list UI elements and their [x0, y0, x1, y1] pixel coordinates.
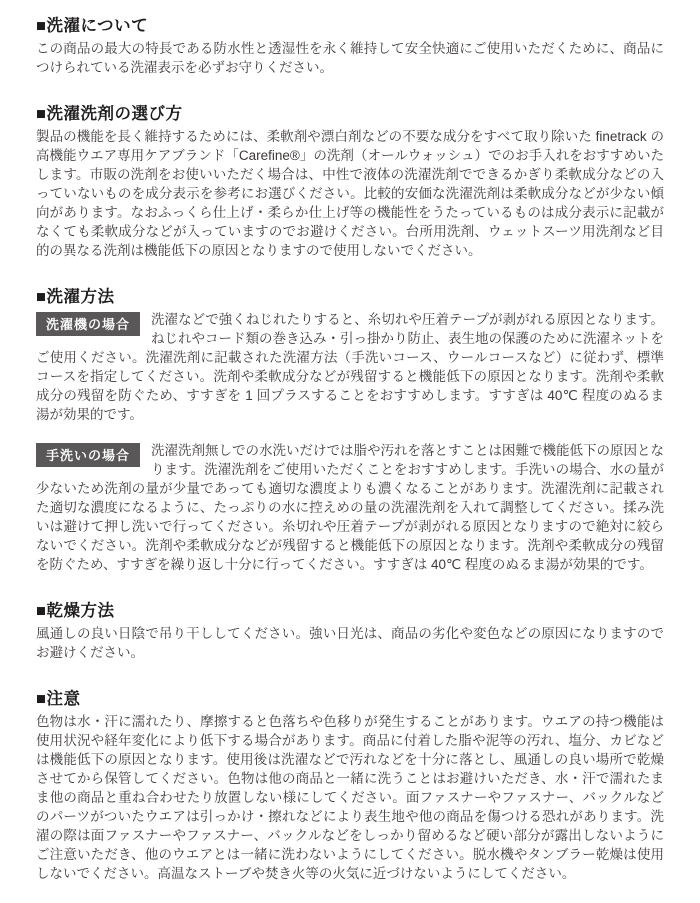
washing-method-heading: ■洗濯方法 [36, 288, 115, 306]
section-washing-method [36, 287, 664, 574]
caution-body: 色物は水・汗に濡れたり、摩擦すると色落ちや色移りが発生することがあります。ウエアの持つ機能は使用状況や経年変化により低下する場合があります。商品に付着した脂や泥等の汚れ、塩分、カビなどは機能低下の原因となります。使用後は洗濯などで汚れなどを十分に落とし、風通しの良い場所で乾燥させてから保管してください。色物は他の商品と一緒に洗うことはお避けいただき、水・汗で濡れたまま他の商品と重ね合わせたり放置しない様にしてください。面ファスナーやファスナー、バックルなどのパーツがついたウエアは引っかけ・擦れなどにより表生地や他の商品を傷つける恐れがあります。洗濯の際は面ファスナーやファスナー、バックルなどをしっかり留めるなど硬い部分が露出しないようにご注意いただき、他のウエアとは一緒に洗わないようにしてください。脱水機やタンブラー乾燥は使用しないでください。高温なストーブや焚き火等の火気に近づけないようにしてください。 [36, 714, 664, 881]
section-drying-method [36, 601, 664, 662]
about-washing-body: この商品の最大の特長である防水性と透湿性を永く維持して安全快適にご使用いただくために、商品につけられている洗濯表示を必ずお守りください。 [36, 41, 664, 75]
drying-method-body: 風通しの良い日陰で吊り干ししてください。強い日光は、商品の劣化や変色などの原因になりますのでお避けください。 [36, 626, 664, 660]
hand-wash-body: 洗濯洗剤無しでの水洗いだけでは脂や汚れを落とすことは困難で機能低下の原因となります。洗濯洗剤をご使用いただくことをおすすめします。手洗いの場合、水の量が少ないため洗剤の量が少量であっても適切な濃度よりも濃くなることがあります。洗濯洗剤に記載された適切な濃度になるように、たっぷりの水に控えめの量の洗濯洗剤を入れて調整してください。揉み洗いは避けて押し洗いで行ってください。糸切れや圧着テープが剥がれる原因となりますので絶対に絞らないでください。洗剤や柔軟成分などが残留すると機能低下の原因となります。洗剤や柔軟成分の残留を防ぐため、すすぎを繰り返し十分に行ってください。すすぎは 40℃ 程度のぬるま湯が効果的です。 [36, 443, 665, 572]
machine-wash-body: 洗濯などで強くねじれたりすると、糸切れや圧着テープが剥がれる原因となります。ねじれやコード類の巻き込み・引っ掛かり防止、表生地の保護のために洗濯ネットをご使用ください。洗濯洗剤に記載された洗濯方法（手洗いコース、ウールコースなど）に従わず、標準コースを指定してください。洗剤や柔軟成分などが残留すると機能低下の原因となります。洗剤や柔軟成分の残留を防ぐため、すすぎを 1 回プラスすることをおすすめします。すすぎは 40℃ 程度のぬるま湯が効果的です。 [36, 312, 665, 422]
detergent-selection-heading: ■洗濯洗剤の選び方 [36, 105, 183, 123]
about-washing-heading: ■洗濯について [36, 17, 149, 35]
drying-method-heading: ■乾燥方法 [36, 602, 115, 620]
section-detergent-selection [36, 104, 664, 260]
section-about-washing [36, 16, 664, 77]
section-caution [36, 689, 664, 883]
detergent-selection-body: 製品の機能を長く維持するためには、柔軟剤や漂白剤などの不要な成分をすべて取り除いた finetrack の高機能ウエア専用ケアブランド「Carefine®」の洗剤（オールウォッシュ）でのお手入れをおすすめいたします。市販の洗剤をお使いいただく場合は、中性で液体の洗濯洗剤でできるかぎり柔軟成分などの入っていないものを成分表示を参考にお選びください。比較的安価な洗濯洗剤は柔軟成分などが少ない傾向があります。なおふっくら仕上げ・柔らか仕上げ等の機能性をうたっているものは成分表示に記載がなくても柔軟成分などが入っていますのでお避けください。台所用洗剤、ウェットスーツ用洗剤など目的の異なる洗剤は機能低下の原因となりますので使用しないでください。 [36, 129, 664, 258]
hand-wash-label: 手洗いの場合 [36, 443, 140, 467]
machine-wash-paragraph [36, 310, 664, 424]
caution-heading: ■注意 [36, 690, 81, 708]
hand-wash-paragraph [36, 441, 664, 574]
machine-wash-label: 洗濯機の場合 [36, 312, 140, 336]
